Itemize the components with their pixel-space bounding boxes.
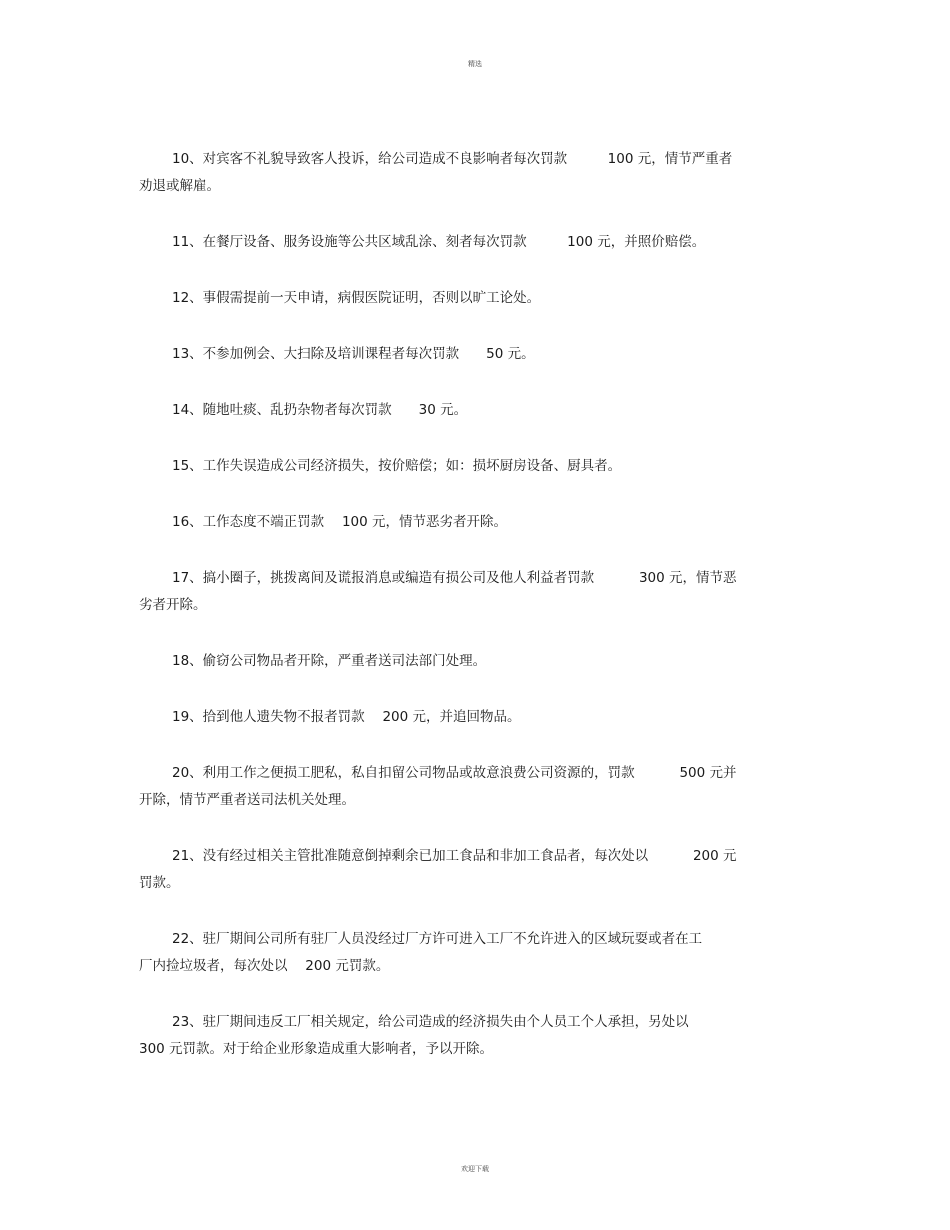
rule-item [139, 565, 799, 619]
rule-text: 16、工作态度不端正罚款 100 元，情节恶劣者开除。 [172, 514, 508, 530]
rule-item [139, 760, 799, 814]
rule-text-continued: 劣者开除。 [139, 597, 207, 613]
rule-text: 19、拾到他人遗失物不报者罚款 200 元，并追回物品。 [172, 709, 521, 725]
rule-text-continued: 300 元罚款。对于给企业形象造成重大影响者，予以开除。 [139, 1041, 494, 1057]
rule-text: 10、对宾客不礼貌导致客人投诉，给公司造成不良影响者每次罚款 100 元，情节严重者 [172, 151, 733, 167]
rule-text: 13、不参加例会、大扫除及培训课程者每次罚款 50 元。 [172, 346, 535, 362]
rule-item [139, 926, 799, 980]
rule-text: 22、驻厂期间公司所有驻厂人员没经过厂方许可进入工厂不允许进入的区域玩耍或者在工 [172, 931, 703, 947]
rule-item [139, 648, 799, 675]
rule-text: 18、偷窃公司物品者开除，严重者送司法部门处理。 [172, 653, 487, 669]
rule-text-continued: 开除，情节严重者送司法机关处理。 [139, 792, 355, 808]
rule-item [139, 341, 799, 368]
rule-item [139, 229, 799, 256]
rule-item [139, 453, 799, 480]
rule-text: 12、事假需提前一天申请，病假医院证明，否则以旷工论处。 [172, 290, 541, 306]
rule-item [139, 704, 799, 731]
rule-text: 20、利用工作之便损工肥私，私自扣留公司物品或故意浪费公司资源的，罚款 500 元并 [172, 765, 737, 781]
rule-text: 23、驻厂期间违反工厂相关规定，给公司造成的经济损失由个人员工个人承担，另处以 [172, 1014, 689, 1030]
footer-mark: 欢迎下载 [461, 1165, 489, 1173]
rule-text: 21、没有经过相关主管批准随意倒掉剩余已加工食品和非加工食品者，每次处以 200 元 [172, 848, 737, 864]
rule-text-continued: 厂内捡垃圾者，每次处以 200 元罚款。 [139, 958, 390, 974]
header-mark: 精选 [468, 60, 482, 68]
rule-text-continued: 罚款。 [139, 875, 180, 891]
rule-item [139, 509, 799, 536]
rule-text: 14、随地吐痰、乱扔杂物者每次罚款 30 元。 [172, 402, 468, 418]
rule-text-continued: 劝退或解雇。 [139, 178, 220, 194]
rule-text: 17、搞小圈子，挑拨离间及谎报消息或编造有损公司及他人利益者罚款 300 元，情节恶 [172, 570, 737, 586]
rule-item [139, 397, 799, 424]
rule-text: 15、工作失误造成公司经济损失，按价赔偿；如：损坏厨房设备、厨具者。 [172, 458, 622, 474]
rules-list [139, 146, 799, 1063]
rule-item [139, 285, 799, 312]
rule-text: 11、在餐厅设备、服务设施等公共区域乱涂、刻者每次罚款 100 元，并照价赔偿。 [172, 234, 706, 250]
rule-item [139, 843, 799, 897]
rule-item [139, 146, 799, 200]
rule-item [139, 1009, 799, 1063]
